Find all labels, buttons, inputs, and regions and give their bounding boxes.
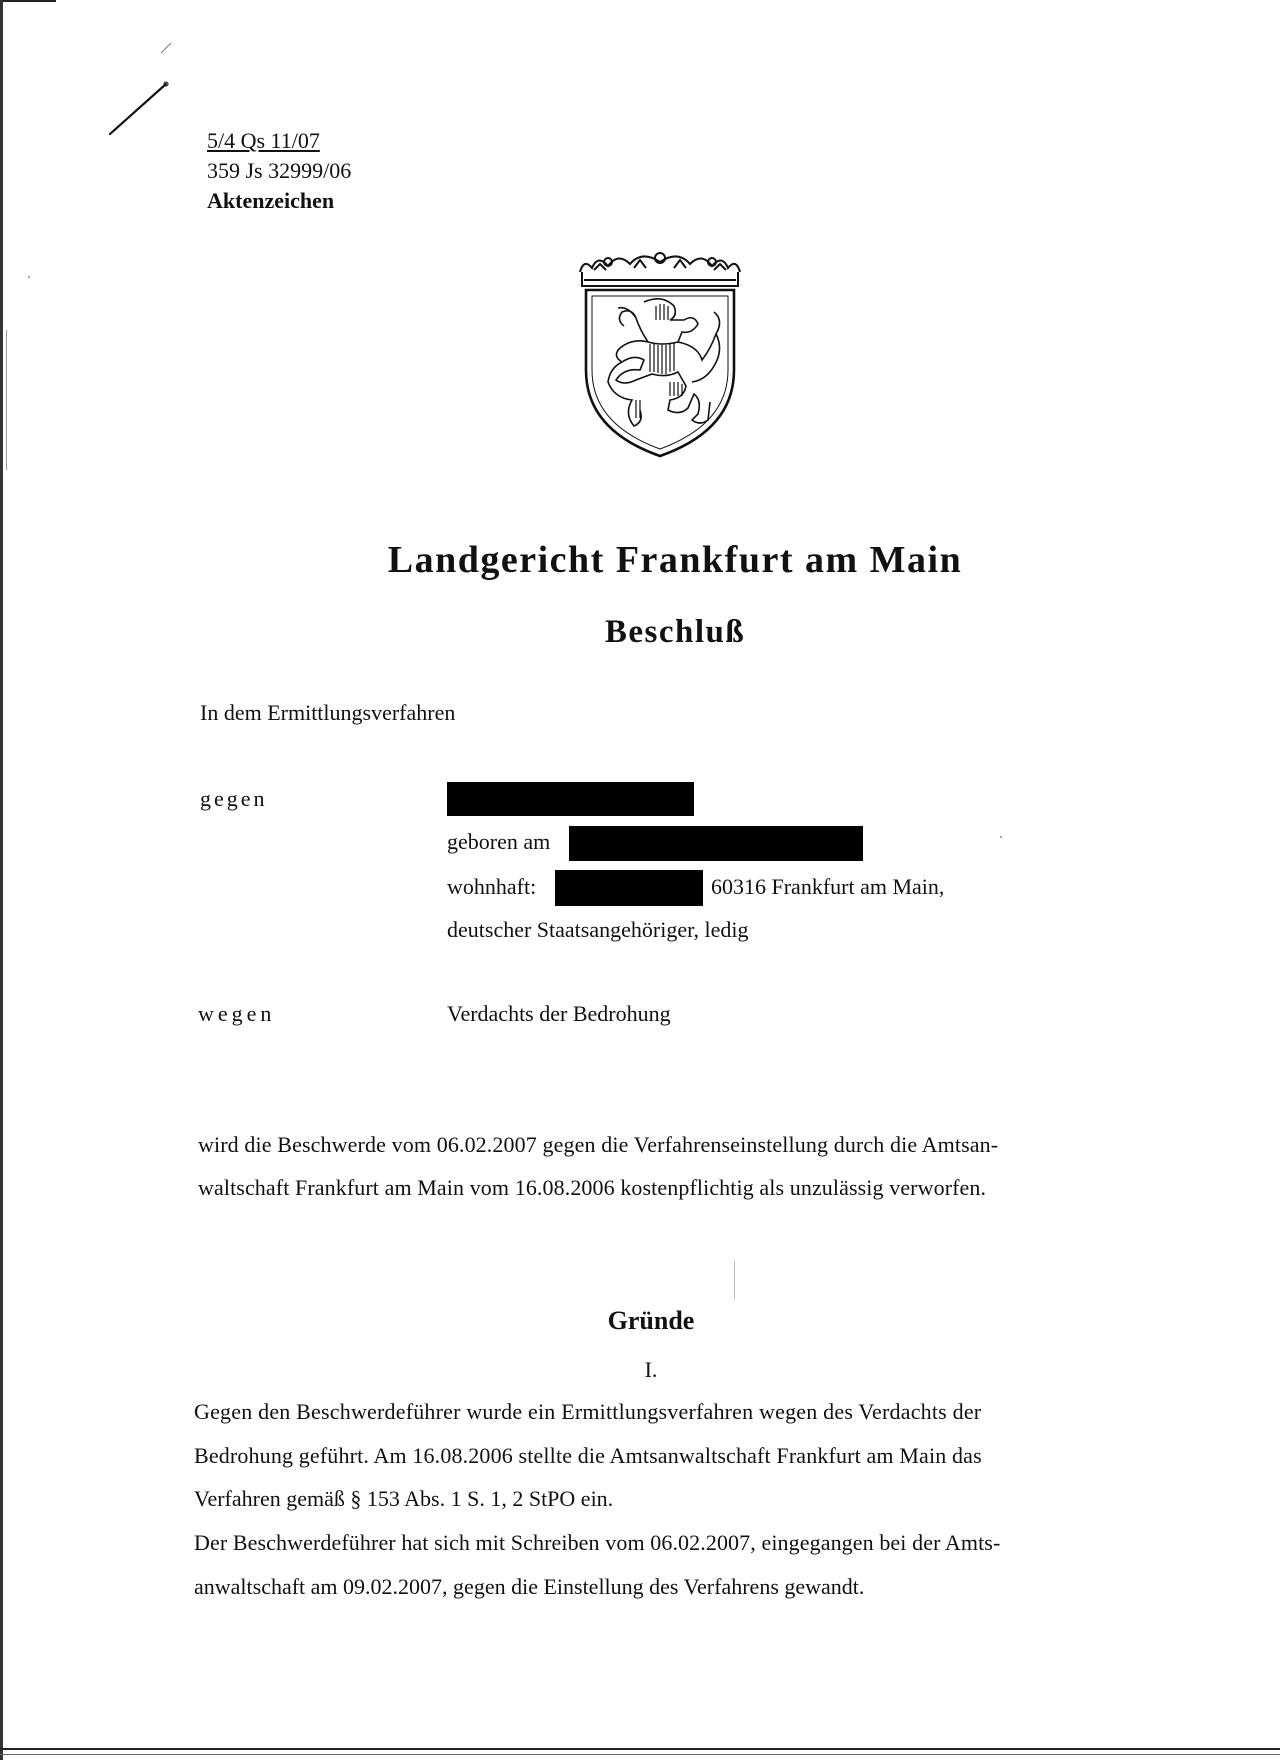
redacted-street: [555, 870, 703, 906]
pen-stroke-mark: [108, 80, 170, 136]
born-label: geboren am: [447, 829, 551, 854]
file-number-court: 5/4 Qs 11/07: [207, 128, 320, 153]
nationality-status: deutscher Staatsangehöriger, ledig: [447, 917, 749, 942]
hesse-coat-of-arms-icon: [574, 250, 746, 460]
regarding-value: Verdachts der Bedrohung: [447, 1001, 671, 1026]
scan-speck: [28, 276, 30, 278]
proceedings-intro: In dem Ermittlungsverfahren: [200, 700, 456, 725]
redacted-name: [447, 782, 694, 816]
reasons-para1-line1: Gegen den Beschwerdeführer wurde ein Ermittlungsverfahren wegen des Verdachts der: [194, 1399, 982, 1424]
decision-line-2: waltschaft Frankfurt am Main vom 16.08.2006 kostenpflichtig als unzulässig verworfen.: [198, 1175, 987, 1200]
scan-edge-top: [0, 0, 56, 2]
reasons-para1-line2: Bedrohung geführt. Am 16.08.2006 stellte die Amtsanwaltschaft Frankfurt am Main das: [194, 1443, 982, 1468]
scan-speck: [1000, 836, 1002, 838]
against-label: gegen: [200, 786, 268, 811]
file-number-label: Aktenzeichen: [207, 188, 335, 213]
pen-stroke-small: [160, 42, 172, 54]
reasons-para1-line3: Verfahren gemäß § 153 Abs. 1 S. 1, 2 StPO ein.: [194, 1486, 614, 1511]
regarding-label: wegen: [198, 1001, 276, 1026]
scan-edge-bottom: [0, 1748, 1280, 1750]
document-type-heading: Beschluß: [604, 614, 746, 650]
redacted-birthdate: [569, 826, 863, 861]
scan-edge-left: [0, 0, 3, 1760]
scan-edge-bottom-shadow: [0, 1754, 1280, 1755]
decision-line-1: wird die Beschwerde vom 06.02.2007 gegen die Verfahrenseinstellung durch die Amtsan-: [198, 1132, 999, 1157]
court-name: Landgericht Frankfurt am Main: [387, 539, 963, 581]
residence-city: 60316 Frankfurt am Main,: [711, 874, 945, 899]
section-number: I.: [644, 1357, 658, 1382]
reasons-para2-line1: Der Beschwerdeführer hat sich mit Schreiben vom 06.02.2007, eingegangen bei der Amts-: [194, 1530, 1001, 1555]
scan-speck: [734, 1260, 735, 1300]
file-number-prosecution: 359 Js 32999/06: [207, 158, 352, 183]
residence-label: wohnhaft:: [447, 874, 537, 899]
reasons-para2-line2: anwaltschaft am 09.02.2007, gegen die Einstellung des Verfahrens gewandt.: [194, 1574, 865, 1599]
scan-edge-left-shadow: [6, 330, 7, 470]
reasons-heading: Gründe: [607, 1306, 695, 1335]
